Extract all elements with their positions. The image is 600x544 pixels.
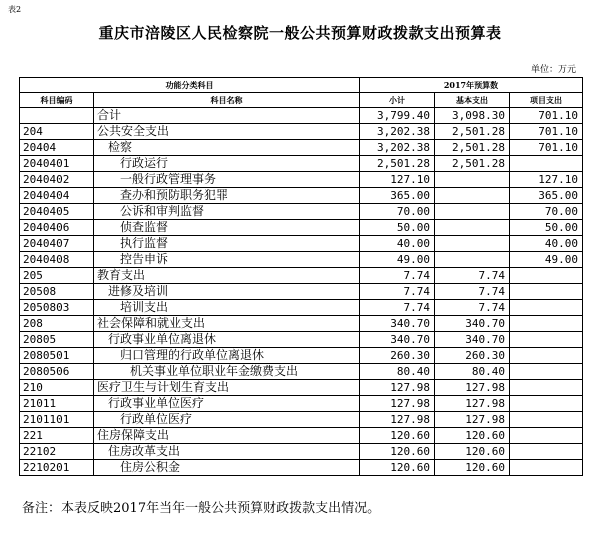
cell-basic: 127.98 [435, 380, 510, 396]
cell-subtotal: 365.00 [360, 188, 435, 204]
cell-subtotal: 50.00 [360, 220, 435, 236]
cell-basic: 260.30 [435, 348, 510, 364]
cell-name: 合计 [94, 108, 360, 124]
cell-project [510, 316, 583, 332]
cell-basic: 2,501.28 [435, 156, 510, 172]
cell-name: 行政运行 [94, 156, 360, 172]
cell-subtotal: 80.40 [360, 364, 435, 380]
cell-project [510, 380, 583, 396]
cell-subtotal: 120.60 [360, 460, 435, 476]
cell-name: 医疗卫生与计划生育支出 [94, 380, 360, 396]
cell-basic: 7.74 [435, 300, 510, 316]
cell-subtotal: 2,501.28 [360, 156, 435, 172]
cell-code: 20404 [20, 140, 94, 156]
cell-basic [435, 204, 510, 220]
table-row [20, 188, 583, 204]
cell-name: 公共安全支出 [94, 124, 360, 140]
cell-subtotal: 70.00 [360, 204, 435, 220]
cell-project: 701.10 [510, 108, 583, 124]
cell-name: 进修及培训 [94, 284, 360, 300]
cell-subtotal: 3,202.38 [360, 124, 435, 140]
table-row [20, 332, 583, 348]
cell-subtotal: 7.74 [360, 268, 435, 284]
table-row [20, 156, 583, 172]
cell-basic [435, 172, 510, 188]
header-code: 科目编码 [20, 93, 94, 108]
table-row [20, 236, 583, 252]
cell-name: 查办和预防职务犯罪 [94, 188, 360, 204]
header-row-2 [20, 93, 583, 108]
cell-basic: 127.98 [435, 396, 510, 412]
cell-subtotal: 120.60 [360, 444, 435, 460]
cell-subtotal: 127.10 [360, 172, 435, 188]
cell-basic: 7.74 [435, 268, 510, 284]
table-row [20, 300, 583, 316]
header-subtotal: 小计 [360, 93, 435, 108]
cell-basic: 80.40 [435, 364, 510, 380]
cell-subtotal: 127.98 [360, 396, 435, 412]
cell-code: 2050803 [20, 300, 94, 316]
cell-code: 2210201 [20, 460, 94, 476]
cell-project [510, 156, 583, 172]
table-row [20, 108, 583, 124]
table-row [20, 348, 583, 364]
table-row [20, 172, 583, 188]
cell-code: 2080501 [20, 348, 94, 364]
cell-subtotal: 120.60 [360, 428, 435, 444]
cell-basic: 127.98 [435, 412, 510, 428]
cell-subtotal: 40.00 [360, 236, 435, 252]
cell-name: 住房改革支出 [94, 444, 360, 460]
cell-name: 住房保障支出 [94, 428, 360, 444]
cell-project [510, 348, 583, 364]
cell-code: 204 [20, 124, 94, 140]
cell-name: 执行监督 [94, 236, 360, 252]
cell-code: 2040406 [20, 220, 94, 236]
cell-code: 20508 [20, 284, 94, 300]
cell-name: 公诉和审判监督 [94, 204, 360, 220]
cell-project [510, 460, 583, 476]
cell-name: 社会保障和就业支出 [94, 316, 360, 332]
table-row [20, 220, 583, 236]
cell-subtotal: 127.98 [360, 380, 435, 396]
cell-code: 22102 [20, 444, 94, 460]
cell-project: 365.00 [510, 188, 583, 204]
unit-label: 单位：万元 [530, 65, 576, 75]
table-row [20, 268, 583, 284]
cell-basic [435, 236, 510, 252]
budget-table [19, 77, 583, 476]
cell-project: 40.00 [510, 236, 583, 252]
cell-name: 侦查监督 [94, 220, 360, 236]
cell-code: 2040401 [20, 156, 94, 172]
cell-subtotal: 7.74 [360, 284, 435, 300]
cell-code: 208 [20, 316, 94, 332]
cell-basic: 2,501.28 [435, 140, 510, 156]
cell-project [510, 412, 583, 428]
cell-basic [435, 252, 510, 268]
table-row [20, 252, 583, 268]
cell-subtotal: 3,202.38 [360, 140, 435, 156]
cell-name: 机关事业单位职业年金缴费支出 [94, 364, 360, 380]
cell-basic: 3,098.30 [435, 108, 510, 124]
cell-code: 21011 [20, 396, 94, 412]
cell-name: 归口管理的行政单位离退休 [94, 348, 360, 364]
cell-basic: 2,501.28 [435, 124, 510, 140]
cell-code: 2040404 [20, 188, 94, 204]
header-row-1 [20, 78, 583, 93]
table-row [20, 460, 583, 476]
table-row [20, 364, 583, 380]
cell-name: 行政单位医疗 [94, 412, 360, 428]
cell-subtotal: 3,799.40 [360, 108, 435, 124]
cell-project [510, 364, 583, 380]
cell-project [510, 444, 583, 460]
cell-code: 2040408 [20, 252, 94, 268]
cell-code: 20805 [20, 332, 94, 348]
table-row [20, 428, 583, 444]
cell-name: 检察 [94, 140, 360, 156]
cell-name: 教育支出 [94, 268, 360, 284]
cell-code: 210 [20, 380, 94, 396]
cell-name: 培训支出 [94, 300, 360, 316]
cell-subtotal: 127.98 [360, 412, 435, 428]
footnote: 备注：本表反映2017年当年一般公共预算财政拨款支出情况。 [22, 501, 381, 516]
header-func-class: 功能分类科目 [20, 78, 360, 93]
cell-project: 701.10 [510, 124, 583, 140]
cell-name: 控告申诉 [94, 252, 360, 268]
cell-subtotal: 7.74 [360, 300, 435, 316]
table-row [20, 316, 583, 332]
cell-code: 2080506 [20, 364, 94, 380]
page-title: 重庆市涪陵区人民检察院一般公共预算财政拨款支出预算表 [98, 24, 502, 42]
cell-project: 127.10 [510, 172, 583, 188]
cell-subtotal: 340.70 [360, 316, 435, 332]
cell-subtotal: 340.70 [360, 332, 435, 348]
cell-project [510, 332, 583, 348]
cell-project [510, 268, 583, 284]
cell-project [510, 300, 583, 316]
cell-basic [435, 220, 510, 236]
table-row [20, 204, 583, 220]
cell-project [510, 428, 583, 444]
table-number-label: 表2 [8, 5, 22, 14]
cell-code [20, 108, 94, 124]
cell-basic [435, 188, 510, 204]
cell-project: 50.00 [510, 220, 583, 236]
cell-project: 70.00 [510, 204, 583, 220]
cell-basic: 120.60 [435, 428, 510, 444]
cell-name: 行政事业单位离退休 [94, 332, 360, 348]
header-basic: 基本支出 [435, 93, 510, 108]
cell-basic: 7.74 [435, 284, 510, 300]
cell-project [510, 396, 583, 412]
budget-table-body [20, 108, 583, 476]
cell-name: 行政事业单位医疗 [94, 396, 360, 412]
cell-basic: 340.70 [435, 316, 510, 332]
header-name: 科目名称 [94, 93, 360, 108]
table-row [20, 380, 583, 396]
cell-project [510, 284, 583, 300]
table-row [20, 124, 583, 140]
cell-project: 49.00 [510, 252, 583, 268]
table-row [20, 412, 583, 428]
cell-code: 205 [20, 268, 94, 284]
cell-basic: 120.60 [435, 460, 510, 476]
table-row [20, 284, 583, 300]
cell-basic: 120.60 [435, 444, 510, 460]
cell-name: 一般行政管理事务 [94, 172, 360, 188]
cell-code: 2101101 [20, 412, 94, 428]
table-row [20, 396, 583, 412]
cell-project: 701.10 [510, 140, 583, 156]
cell-code: 2040405 [20, 204, 94, 220]
cell-code: 2040402 [20, 172, 94, 188]
cell-code: 221 [20, 428, 94, 444]
header-project: 项目支出 [510, 93, 583, 108]
cell-subtotal: 260.30 [360, 348, 435, 364]
table-row [20, 444, 583, 460]
cell-code: 2040407 [20, 236, 94, 252]
cell-name: 住房公积金 [94, 460, 360, 476]
table-row [20, 140, 583, 156]
cell-basic: 340.70 [435, 332, 510, 348]
cell-subtotal: 49.00 [360, 252, 435, 268]
header-budget-year: 2017年预算数 [360, 78, 583, 93]
